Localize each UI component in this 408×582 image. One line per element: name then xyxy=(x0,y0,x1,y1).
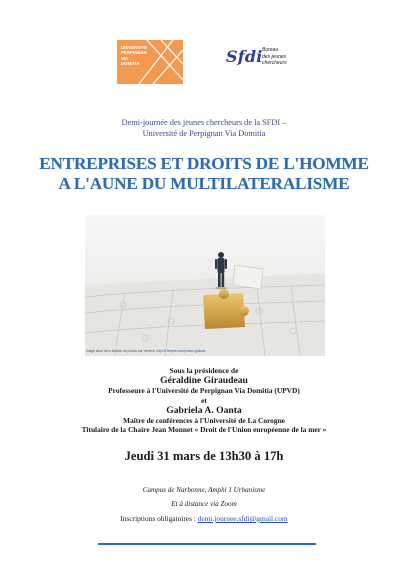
event-date: Jeudi 31 mars de 13h30 à 17h xyxy=(124,449,284,463)
person1-role: Professeure à l'Université de Perpignan Via Domitia (UPVD) xyxy=(108,386,300,396)
title-line-1: ENTREPRISES ET DROITS DE L'HOMME xyxy=(39,154,369,173)
sfdi-logo-subtitle: Bureau des jeunes chercheurs xyxy=(262,47,287,66)
bottom-divider xyxy=(98,543,316,545)
event-title xyxy=(20,154,388,193)
venue-campus: Campus de Narbonne, Amphi 1 Urbanisme xyxy=(142,486,266,494)
photo-caption: Image issue de la librairie de photos par Yannick, http://fr.freepik.com/photos-gratuite xyxy=(86,349,206,353)
person2-role-1: Maître de conférences à l'Université de La Corogne xyxy=(123,415,285,425)
presidency-heading: Sous la présidence de xyxy=(169,366,239,375)
person2-role-2: Titulaire de la Chaire Jean Monnet « Droit de l'Union européenne de la mer » xyxy=(81,425,327,435)
sfdi-logo xyxy=(222,44,306,70)
puzzle-businessman-photo xyxy=(85,215,325,356)
event-intro xyxy=(40,117,368,139)
businessman-on-puzzle-icon xyxy=(85,215,325,356)
event-venue xyxy=(20,486,388,509)
presidency-block xyxy=(20,366,388,434)
title-line-2: A L'AUNE DU MULTILATERALISME xyxy=(58,173,350,193)
registration-label: Inscriptions obligatoires : xyxy=(120,514,198,523)
conjunction: et xyxy=(201,395,207,405)
person2-name: Gabriela A. Oanta xyxy=(166,404,242,416)
intro-line-2: Université de Perpignan Via Domitia xyxy=(142,129,266,138)
registration-line xyxy=(20,514,388,524)
registration-email-link[interactable]: demi.journee.sfdi@gmail.com xyxy=(197,514,288,523)
upvd-logo-text: UNIVERSITE PERPIGNAN VIA DOMITIA xyxy=(121,45,148,67)
person1-name: Géraldine Giraudeau xyxy=(160,375,248,387)
intro-line-1: Demi-journée des jeunes chercheurs de la SFDI – xyxy=(121,118,287,127)
caption-link[interactable]: http://fr.freepik.com/photos-gratuite xyxy=(156,349,206,353)
upvd-logo xyxy=(117,40,183,84)
sfdi-logo-mark: Sfdi xyxy=(226,47,263,66)
venue-remote: Et à distance via Zoom xyxy=(171,499,237,508)
